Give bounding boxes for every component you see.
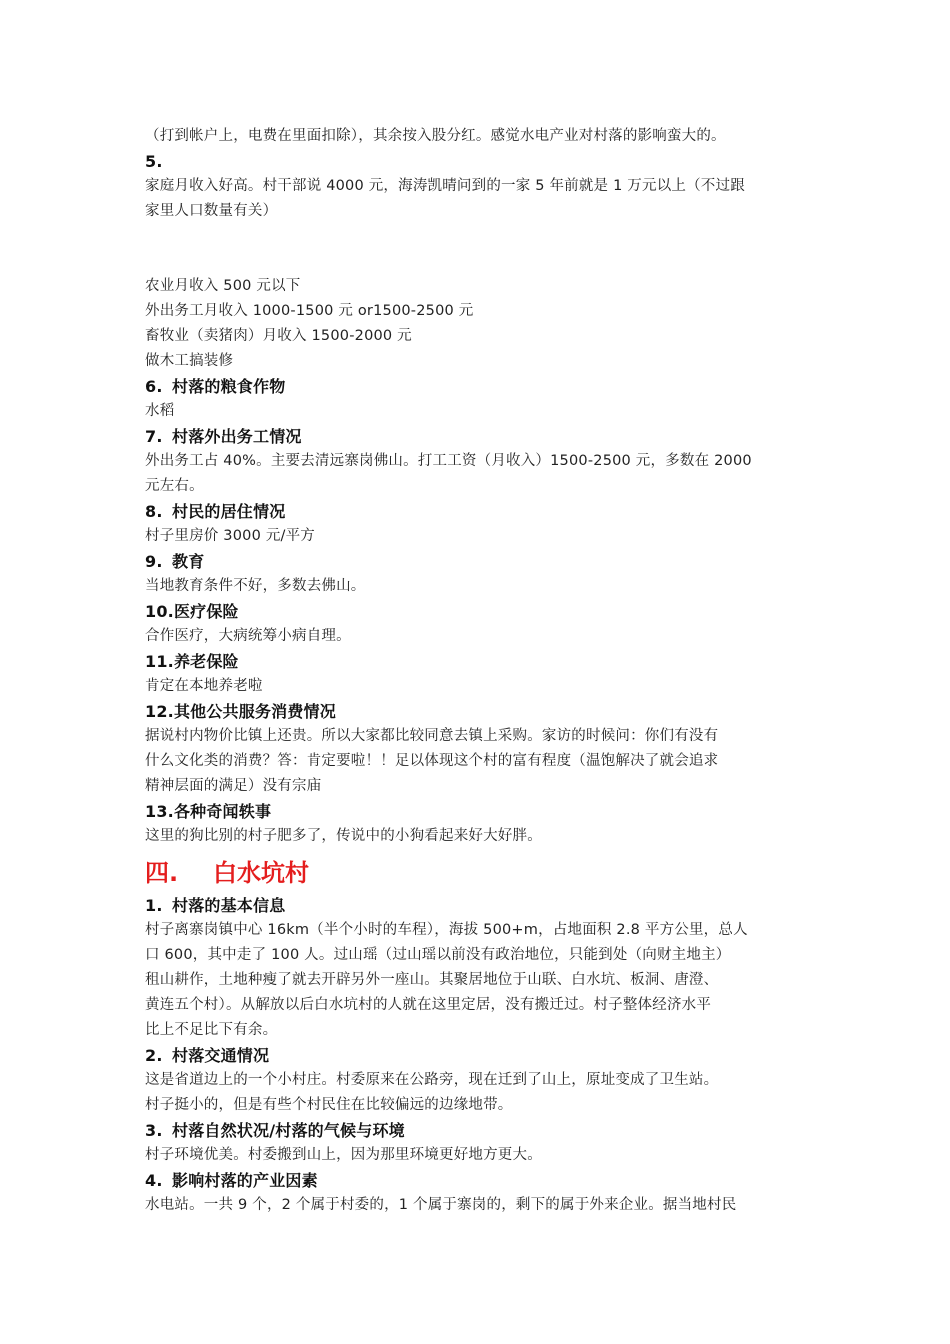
village-heading-3 [145, 1118, 810, 1143]
paragraph-line: 精神层面的满足）没有宗庙 [145, 778, 322, 794]
spacer [145, 224, 810, 274]
section-title: 教育 [172, 552, 205, 571]
section-number: 9. [145, 552, 163, 571]
section-number: 7. [145, 427, 163, 446]
section-title: 各种奇闻轶事 [173, 802, 272, 821]
section-title: 其他公共服务消费情况 [173, 702, 336, 721]
section-number: 10. [145, 602, 174, 621]
document-page [145, 124, 810, 1218]
section-heading-8 [145, 499, 810, 524]
paragraph-line: 农业月收入 500 元以下 [145, 278, 301, 294]
paragraph-line: 外出务工占 40%。主要去清远寨岗佛山。打工工资（月收入）1500-2500 元，多数在 2000 [145, 453, 752, 469]
paragraph-line: 水电站。一共 9 个，2 个属于村委的，1 个属于寨岗的，剩下的属于外来企业。据当地村民 [145, 1197, 737, 1213]
section-heading-12 [145, 699, 810, 724]
chapter-heading [145, 855, 810, 891]
section-title: 影响村落的产业因素 [172, 1171, 318, 1190]
section-title: 村落的基本信息 [172, 896, 286, 915]
paragraph-line: 据说村内物价比镇上还贵。所以大家都比较同意去镇上采购。家访的时候问：你们有没有 [145, 728, 719, 744]
paragraph-line: 当地教育条件不好，多数去佛山。 [145, 578, 366, 594]
paragraph-line: 肯定在本地养老啦 [145, 678, 263, 694]
section-number: 8. [145, 502, 163, 521]
chapter-number: 四. [145, 859, 179, 887]
section-number: 4. [145, 1171, 163, 1190]
section-heading-10 [145, 599, 810, 624]
paragraph-line: 黄连五个村）。从解放以后白水坑村的人就在这里定居，没有搬迁过。村子整体经济水平 [145, 997, 712, 1013]
village-heading-1 [145, 893, 810, 918]
paragraph-line: 村子离寨岗镇中心 16km（半个小时的车程），海拔 500+m，占地面积 2.8 平方公里，总人 [145, 922, 748, 938]
paragraph-line: 什么文化类的消费？答：肯定要啦！！足以体现这个村的富有程度（温饱解决了就会追求 [145, 753, 719, 769]
paragraph-line: 合作医疗，大病统筹小病自理。 [145, 628, 351, 644]
section-number: 1. [145, 896, 163, 915]
paragraph-line: 这里的狗比别的村子肥多了，传说中的小狗看起来好大好胖。 [145, 828, 542, 844]
section-number: 6. [145, 377, 163, 396]
paragraph-line: 外出务工月收入 1000-1500 元 or1500-2500 元 [145, 303, 474, 319]
paragraph-line: 这是省道边上的一个小村庄。村委原来在公路旁，现在迁到了山上，原址变成了卫生站。 [145, 1072, 719, 1088]
section-number: 3. [145, 1121, 163, 1140]
paragraph-line: 家里人口数量有关） [145, 203, 278, 219]
section-title: 村落自然状况/村落的气候与环境 [172, 1121, 405, 1140]
section-heading-9 [145, 549, 810, 574]
paragraph-line: 家庭月收入好高。村干部说 4000 元，海涛凯晴问到的一家 5 年前就是 1 万元以上（不过跟 [145, 178, 745, 194]
section-number: 2. [145, 1046, 163, 1065]
section-number: 11. [145, 652, 174, 671]
section-heading-6 [145, 374, 810, 399]
section-heading-11 [145, 649, 810, 674]
paragraph-line: 村子里房价 3000 元/平方 [145, 528, 316, 544]
paragraph-line: 租山耕作，土地种瘦了就去开辟另外一座山。其聚居地位于山联、白水坑、板洞、唐澄、 [145, 972, 719, 988]
section-title: 村落的粮食作物 [172, 377, 286, 396]
paragraph-line: 水稻 [145, 403, 175, 419]
paragraph-line: （打到帐户上，电费在里面扣除），其余按入股分红。感觉水电产业对村落的影响蛮大的。 [145, 128, 726, 144]
paragraph-line: 口 600，其中走了 100 人。过山瑶（过山瑶以前没有政治地位，只能到处（向财主地主） [145, 947, 731, 963]
paragraph-line: 畜牧业（卖猪肉）月收入 1500-2000 元 [145, 328, 412, 344]
section-title: 村落外出务工情况 [172, 427, 302, 446]
section-title: 养老保险 [173, 652, 239, 671]
village-heading-2 [145, 1043, 810, 1068]
section-number: 12. [145, 702, 174, 721]
section-heading-13 [145, 799, 810, 824]
chapter-title: 白水坑村 [213, 859, 309, 887]
paragraph-line: 村子环境优美。村委搬到山上，因为那里环境更好地方更大。 [145, 1147, 542, 1163]
section-heading-7 [145, 424, 810, 449]
paragraph-line: 做木工搞装修 [145, 353, 234, 369]
section-number: 13. [145, 802, 174, 821]
section-title: 村落交通情况 [172, 1046, 270, 1065]
paragraph-line: 村子挺小的，但是有些个村民住在比较偏远的边缘地带。 [145, 1097, 513, 1113]
section-title: 村民的居住情况 [172, 502, 286, 521]
paragraph-line: 比上不足比下有余。 [145, 1022, 278, 1038]
section-title: 医疗保险 [173, 602, 239, 621]
section-heading-5: 5. [145, 152, 163, 171]
paragraph-line: 元左右。 [145, 478, 204, 494]
village-heading-4 [145, 1168, 810, 1193]
